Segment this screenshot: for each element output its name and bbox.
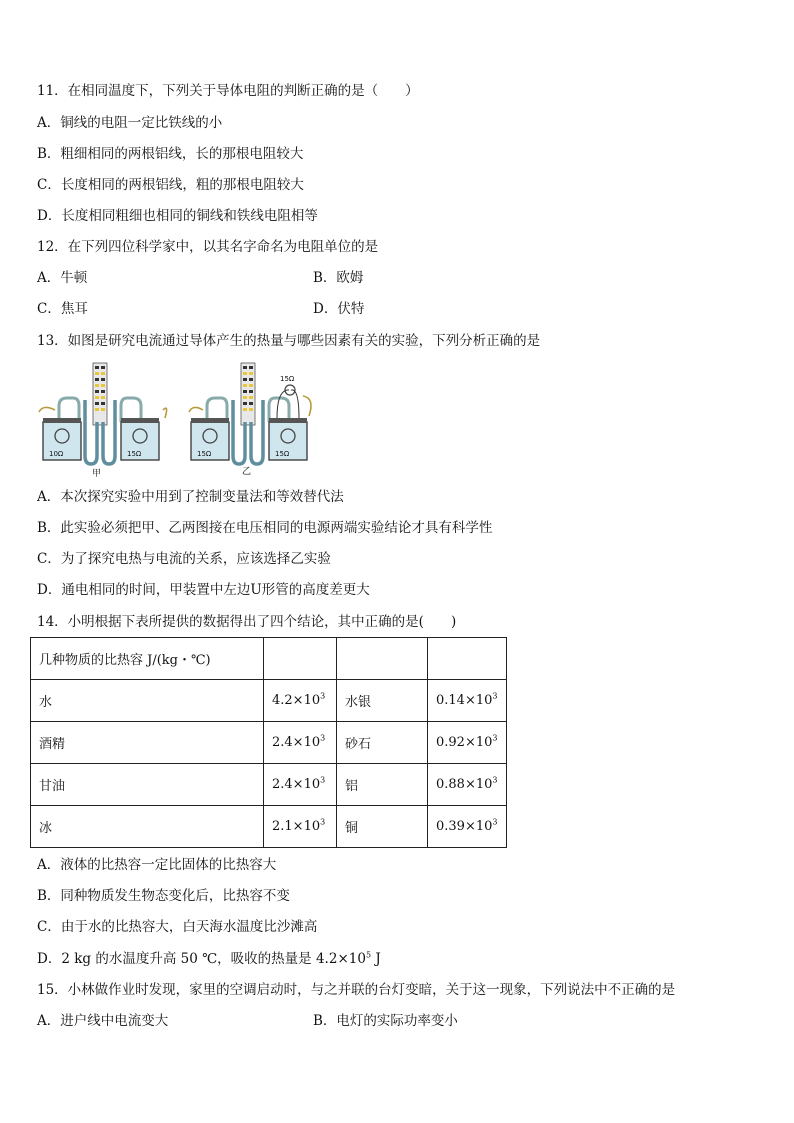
- value-cell: $4.2\times 10^3$: [264, 680, 337, 722]
- q11-option-a: A．铜线的电阻一定比铁线的小: [37, 115, 223, 131]
- table-row: [31, 806, 507, 848]
- substance-cell: 砂石: [337, 722, 428, 764]
- table-header-row: [31, 638, 507, 680]
- substance-cell: 水银: [337, 680, 428, 722]
- q12-option-d: D．伏特: [313, 301, 365, 317]
- apparatus-jia: [39, 363, 167, 464]
- q14-option-c: C．由于水的比热容大，白天海水温度比沙滩高: [37, 919, 318, 935]
- table-row: [31, 764, 507, 806]
- table-row: [31, 722, 507, 764]
- q14-option-b: B．同种物质发生物态变化后，比热容不变: [37, 888, 290, 904]
- q13-stem: 13．如图是研究电流通过导体产生的热量与哪些因素有关的实验，下列分析正确的是: [37, 333, 541, 349]
- figure-label-yi: 乙: [242, 467, 252, 477]
- q11-option-c: C．长度相同的两根铝线，粗的那根电阻较大: [37, 177, 304, 193]
- value-cell: $0.88\times 10^3$: [428, 764, 507, 806]
- jia-resistor-right-label: 15Ω: [127, 450, 142, 458]
- yi-resistor-left-label: 15Ω: [197, 450, 212, 458]
- substance-cell: 水: [31, 680, 264, 722]
- value-cell: $0.39\times 10^3$: [428, 806, 507, 848]
- q14-option-a: A．液体的比热容一定比固体的比热容大: [37, 857, 277, 873]
- q13-experiment-figure: [37, 360, 327, 478]
- q11-stem: 11．在相同温度下，下列关于导体电阻的判断正确的是（ ）: [37, 83, 419, 99]
- q14-option-d: D．2 kg 的水温度升高 50 ℃，吸收的热量是 $4.2\times 10^5$ J: [37, 950, 381, 967]
- substance-cell: 铝: [337, 764, 428, 806]
- q13-option-b: B．此实验必须把甲、乙两图接在电压相同的电源两端实验结论才具有科学性: [37, 520, 493, 536]
- q12-option-c: C．焦耳: [37, 301, 88, 317]
- q15-stem: 15．小林做作业时发现，家里的空调启动时，与之并联的台灯变暗，关于这一现象，下列说法中不正确的是: [37, 982, 676, 998]
- q13-option-d: D．通电相同的时间，甲装置中左边U形管的高度差更大: [37, 582, 370, 598]
- substance-cell: 甘油: [31, 764, 264, 806]
- q11-option-d: D．长度相同粗细也相同的铜线和铁线电阻相等: [37, 208, 318, 224]
- q12-stem: 12．在下列四位科学家中，以其名字命名为电阻单位的是: [37, 239, 379, 255]
- q13-option-c: C．为了探究电热与电流的关系，应该选择乙实验: [37, 551, 331, 567]
- substance-cell: 酒精: [31, 722, 264, 764]
- q12-option-a: A．牛顿: [37, 270, 88, 286]
- value-cell: $2.4\times 10^3$: [264, 764, 337, 806]
- value-cell: $2.1\times 10^3$: [264, 806, 337, 848]
- q15-option-a: A．进户线中电流变大: [37, 1013, 169, 1029]
- substance-cell: 冰: [31, 806, 264, 848]
- specific-heat-table: [30, 637, 507, 848]
- q15-option-b: B．电灯的实际功率变小: [313, 1013, 458, 1029]
- table-empty-cell: [428, 638, 507, 680]
- table-header-cell: 几种物质的比热容 J/(kg・℃): [31, 638, 264, 680]
- value-cell: $2.4\times 10^3$: [264, 722, 337, 764]
- value-cell: $0.92\times 10^3$: [428, 722, 507, 764]
- q13-option-a: A．本次探究实验中用到了控制变量法和等效替代法: [37, 489, 344, 505]
- substance-cell: 铜: [337, 806, 428, 848]
- figure-label-jia: 甲: [92, 469, 102, 478]
- jia-resistor-left-label: 10Ω: [49, 450, 64, 458]
- yi-parallel-resistor-label: 15Ω: [280, 375, 295, 383]
- table-row: [31, 680, 507, 722]
- q14-stem: 14．小明根据下表所提供的数据得出了四个结论，其中正确的是( ): [37, 614, 457, 630]
- value-cell: $0.14\times 10^3$: [428, 680, 507, 722]
- q12-option-b: B．欧姆: [313, 270, 364, 286]
- yi-resistor-right-label: 15Ω: [275, 450, 290, 458]
- q11-option-b: B．粗细相同的两根铝线，长的那根电阻较大: [37, 146, 304, 162]
- table-empty-cell: [264, 638, 337, 680]
- table-empty-cell: [337, 638, 428, 680]
